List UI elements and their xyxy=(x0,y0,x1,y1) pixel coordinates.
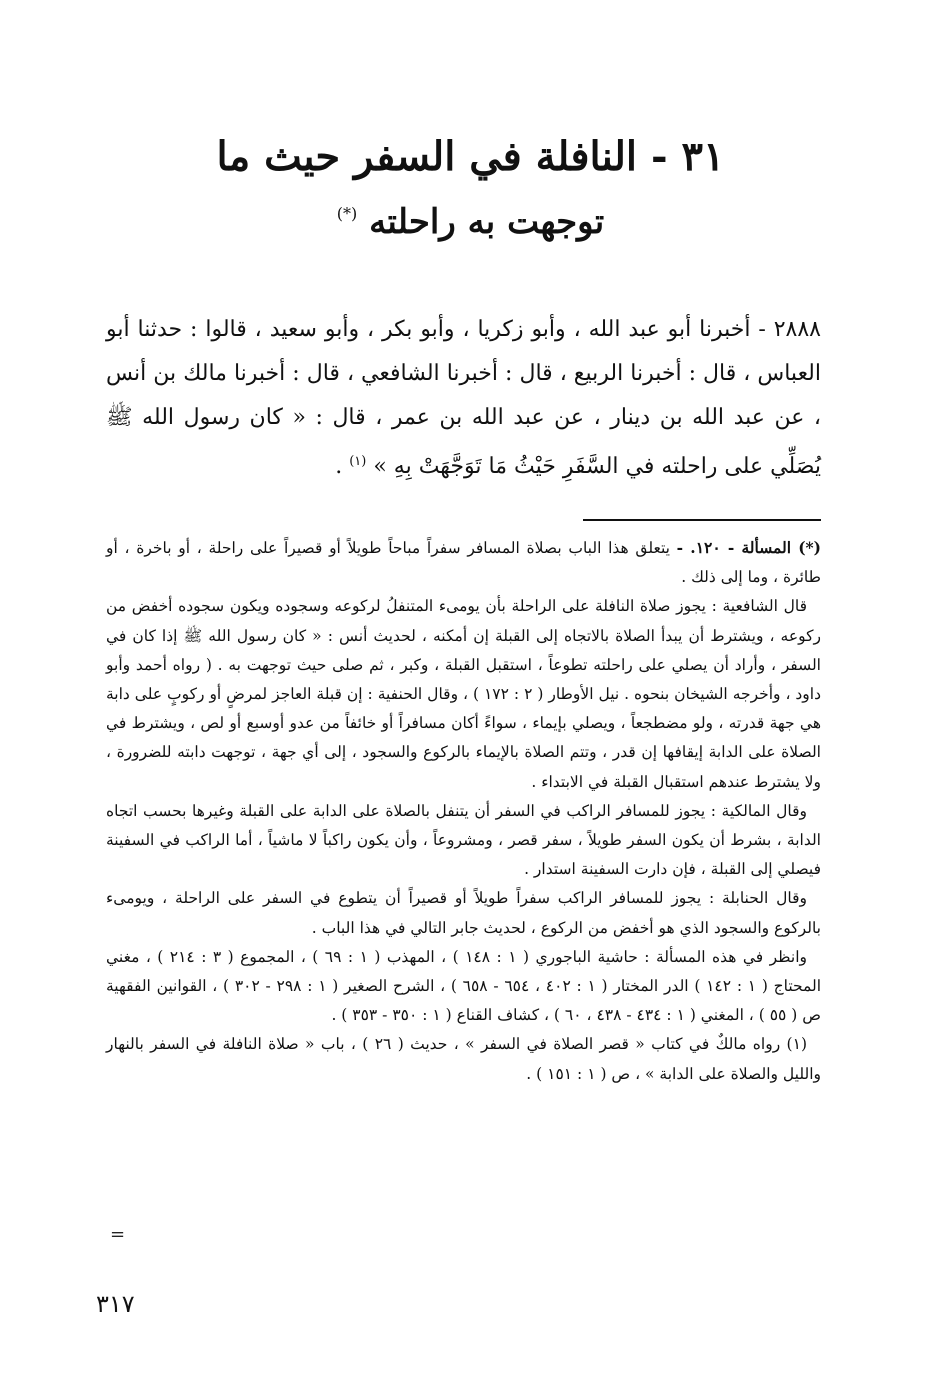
chapter-note-marker: (*) xyxy=(336,204,358,223)
footnotes xyxy=(106,533,821,1089)
chapter-title-line-2-text: توجهت به راحلته xyxy=(369,202,605,242)
hadith-end: . xyxy=(335,454,350,479)
footnote-main-label: (*) المسألة - ١٢٠. - xyxy=(676,538,821,557)
chapter-title-line-1: ٣١ - النافلة في السفر حيث ما xyxy=(216,133,725,180)
page-number: ٣١٧ xyxy=(96,1290,135,1318)
chapter-title xyxy=(120,128,821,250)
footnote-shafii: قال الشافعية : يجوز صلاة النافلة على الراحلة بأن يومىء المتنفلُ لركوعه وسجوده ويكون سجوده أخفض من ركوعه ، ويشترط أن يبدأ الصلاة بالاتجاه إلى القبلة إن أمكنه ، لحديث أنس : « كان رسول الله ﷺ إذا كان في السفر ، وأراد أن يصلي على راحلته تطوعاً ، استقبل القبلة ، وكبر ، ثم صلى حيث توجهت به . ( رواه أحمد وأبو داود ، وأخرجه الشيخان بنحوه . نيل الأوطار ( ٢ : ١٧٢ ) ، وقال الحنفية : إن قبلة العاجز لمرضٍ أو ركوبٍ على دابة هي جهة قدرته ، ولو مضطجعاً ، ويصلي بإيماء ، سواءً أكان مسافراً أو خائفاً من عدو أوسبع أو لص ، ويشترط في الصلاة على الدابة إيقافها إن قدر ، وتتم الصلاة بالإيماء بالركوع والسجود ، إلى أي جهة ، توجهت دابته للضرورة ، ولا يشترط عندهم استقبال القبلة في الابتداء . xyxy=(106,597,822,791)
footnote-hanbali: وقال الحنابلة : يجوز للمسافر الراكب سفراً طويلاً أو قصيراً أن يتطوع في السفر على الراحلة ، ويومىء بالركوع والسجود الذي هو أخفض من الركوع ، لحديث جابر التالي في هذا الباب . xyxy=(106,889,821,937)
footnote-main xyxy=(106,533,821,592)
hadith-text: ٢٨٨٨ - أخبرنا أبو عبد الله ، وأبو زكريا ، وأبو بكر ، وأبو سعيد ، قالوا : حدثنا أبو العباس ، قال : أخبرنا الربيع ، قال : أخبرنا الشافعي ، قال : أخبرنا مالك بن أنس ، عن عبد الله بن دينار ، عن عبد الله بن عمر ، قال : « كان رسول الله ﷺ يُصَلِّي على راحلته في السَّفَرِ حَيْثُ مَا تَوَجَّهَتْ بِهِ » xyxy=(106,317,821,479)
hadith-paragraph xyxy=(106,308,821,489)
continuation-mark: = xyxy=(110,1224,126,1245)
chapter-title-line-2 xyxy=(120,186,821,250)
footnote-main-intro: يتعلق هذا الباب بصلاة المسافر سفراً مباحاً طويلاً أو قصيراً على راحلة ، أو باخرة ، أو طائرة ، وما إلى ذلك . xyxy=(106,539,821,587)
footnote-1: (١) رواه مالكٌ في كتاب « قصر الصلاة في السفر » ، حديث ( ٢٦ ) ، باب « صلاة النافلة في السفر بالنهار والليل والصلاة على الدابة » ، ص ( ١ : ١٥١ ) . xyxy=(106,1035,821,1083)
footnote-references: وانظر في هذه المسألة : حاشية الباجوري ( ١ : ١٤٨ ) ، المهذب ( ١ : ٦٩ ) ، المجموع ( ٣ : ٢١٤ ) ، مغني المحتاج ( ١ : ١٤٢ ) الدر المختار ( ١ : ٤٠٢ ، ٦٥٤ - ٦٥٨ ) ، الشرح الصغير ( ١ : ٢٩٨ - ٣٠٢ ) ، القوانين الفقهية ص ( ٥٥ ) ، المغني ( ١ : ٤٣٤ - ٤٣٨ ، ٦٠ ) ، كشاف القناع ( ١ : ٣٥٠ - ٣٥٣ ) . xyxy=(106,947,822,1025)
footnote-separator xyxy=(583,519,821,521)
footnote-maliki: وقال المالكية : يجوز للمسافر الراكب في السفر أن يتنفل بالصلاة على الدابة على القبلة وغيرها بحسب اتجاه الدابة ، بشرط أن يكون السفر طويلاً ، سفر قصر ، ومشروعاً ، وأن يكون راكباً لا ماشياً ، أما الراكب في السفينة فيصلي إلى القبلة ، فإن دارت السفينة استدار . xyxy=(106,801,821,879)
hadith-footnote-ref: (١) xyxy=(349,454,367,469)
